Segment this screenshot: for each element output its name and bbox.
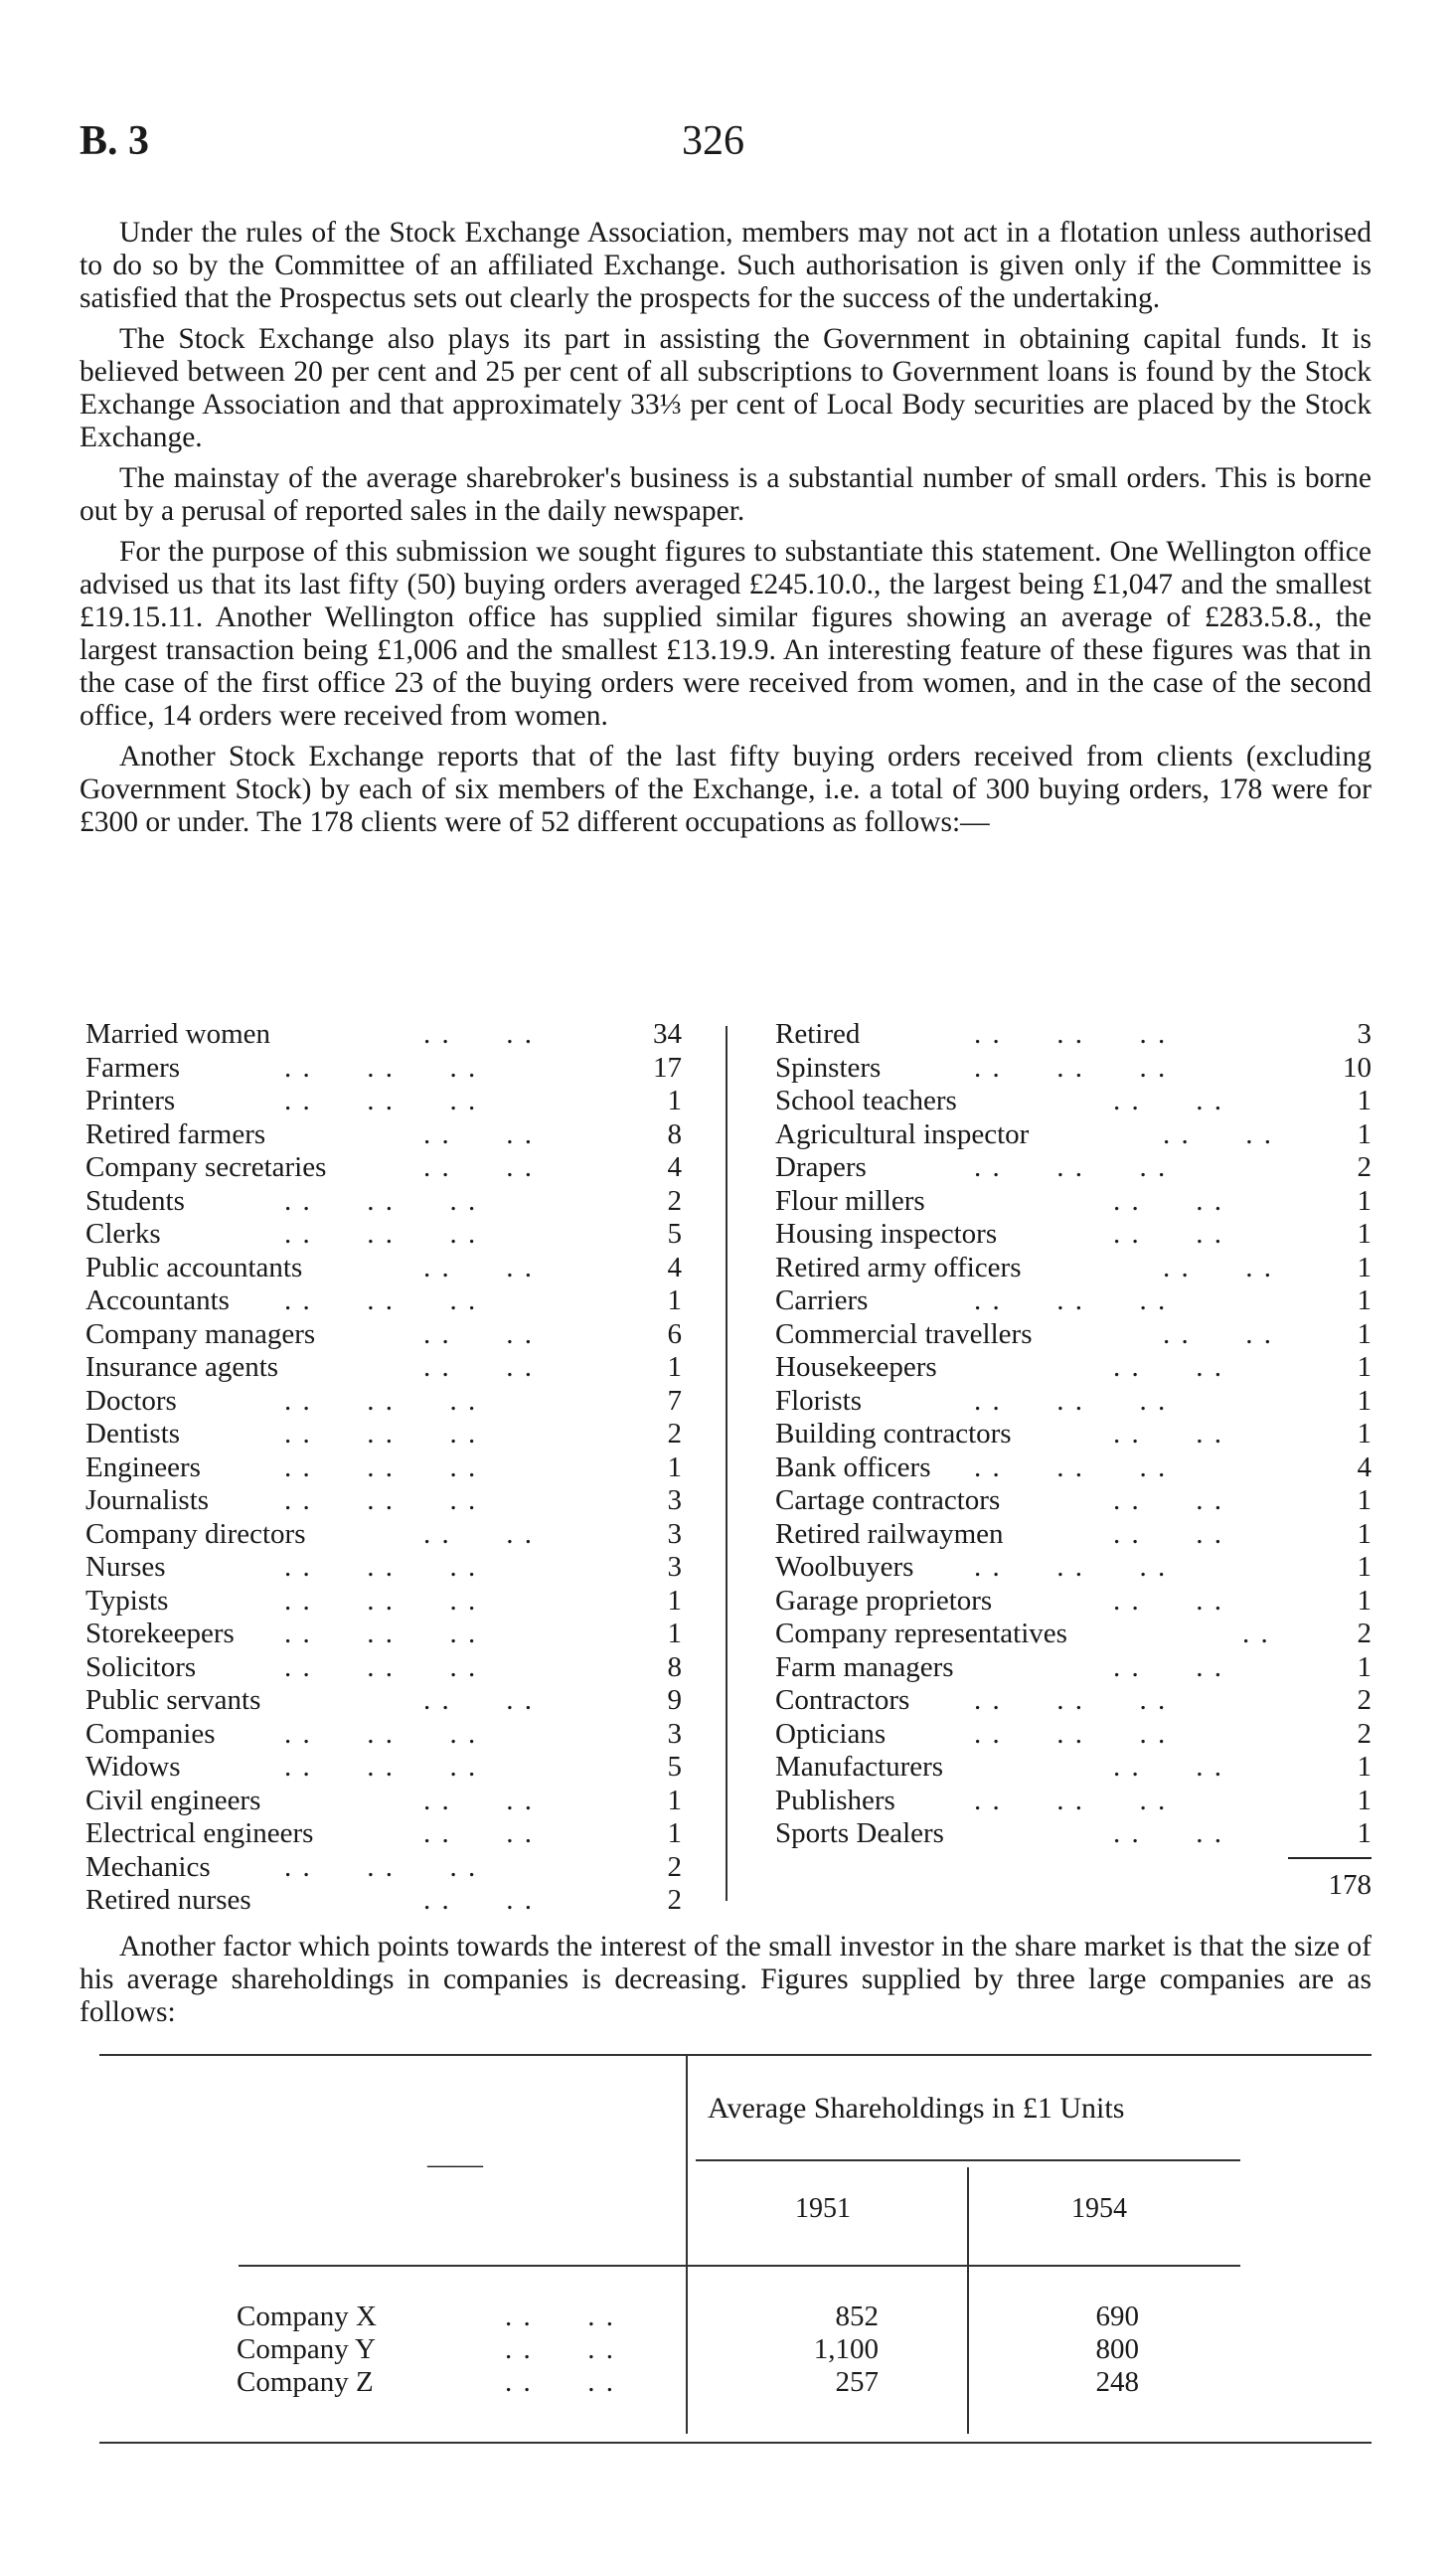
occupation-name: Mechanics [85, 1850, 211, 1883]
table-top-rule [99, 2054, 1372, 2056]
leader-dots: . . . . [1113, 1817, 1223, 1849]
occupation-name: Civil engineers [85, 1784, 261, 1816]
occupation-row [85, 1518, 682, 1552]
occupation-count: 1 [667, 1451, 682, 1483]
occupation-row [85, 1052, 682, 1086]
leader-dots: . . . . [423, 1817, 534, 1849]
occupation-count: 1 [667, 1284, 682, 1316]
occupation-row [775, 1751, 1372, 1785]
table-group-header: Average Shareholdings in £1 Units [708, 2092, 1125, 2125]
table-company-name: Company Z [237, 2366, 374, 2398]
occupation-row [775, 1785, 1372, 1818]
occupation-count: 7 [667, 1384, 682, 1417]
occupation-name: Farmers [85, 1051, 181, 1084]
occupation-row [85, 1218, 682, 1252]
occupations-total: 178 [1328, 1869, 1372, 1901]
occupation-name: Garage proprietors [775, 1584, 993, 1617]
occupations-right-column [775, 1018, 1372, 1851]
occupation-count: 5 [667, 1218, 682, 1250]
occupation-count: 1 [667, 1085, 682, 1116]
occupation-row [775, 1185, 1372, 1219]
occupation-count: 1 [1357, 1418, 1372, 1450]
leader-dots: . . . . [505, 2333, 615, 2365]
occupation-name: Woolbuyers [775, 1551, 914, 1583]
occupation-name: Engineers [85, 1451, 201, 1483]
occupation-row [85, 1551, 682, 1585]
occupation-count: 1 [667, 1784, 682, 1816]
occupation-count: 2 [667, 1884, 682, 1916]
leader-dots: . . . . . . [974, 1051, 1168, 1084]
leader-dots: . . . . [1163, 1251, 1273, 1283]
occupation-count: 1 [1357, 1650, 1372, 1683]
leader-dots: . . . . . . [284, 1384, 478, 1417]
occupation-row [775, 1684, 1372, 1718]
leader-dots: . . . . [1113, 1517, 1223, 1550]
occupation-count: 1 [1357, 1117, 1372, 1150]
occupation-row [85, 1118, 682, 1152]
occupation-row [85, 1718, 682, 1752]
leader-dots: . . . . . . [284, 1418, 478, 1450]
occupation-count: 1 [1357, 1784, 1372, 1816]
section-label: B. 3 [80, 118, 150, 164]
occupation-row [775, 1518, 1372, 1552]
paragraph-occupations-intro: Another Stock Exchange reports that of the last fifty buying orders received from clients (excluding Government Stock) by each of six members of the Exchange, i.e. a total of 300 buying orders, 178 were for £300 or under. The 178 clients were of 52 different occupations as follows:— [80, 741, 1372, 838]
paragraph-small-orders: The mainstay of the average sharebroker's business is a substantial number of small orders. This is borne out by a perusal of reported sales in the daily newspaper. [80, 462, 1372, 527]
occupation-count: 1 [1357, 1517, 1372, 1550]
occupation-name: Public accountants [85, 1251, 303, 1283]
occupation-count: 2 [1357, 1717, 1372, 1750]
occupation-count: 1 [1357, 1484, 1372, 1516]
occupation-name: School teachers [775, 1085, 957, 1116]
occupation-name: Solicitors [85, 1650, 197, 1683]
occupation-count: 3 [667, 1517, 682, 1550]
table-stub-divider [686, 2054, 688, 2434]
leader-dots: . . . . [423, 1018, 534, 1050]
occupation-row [775, 1351, 1372, 1385]
occupation-row [775, 1085, 1372, 1118]
occupation-name: Retired railwaymen [775, 1517, 1004, 1550]
page-number: 326 [682, 118, 744, 164]
occupation-name: Insurance agents [85, 1351, 279, 1383]
occupation-row [775, 1551, 1372, 1585]
occupation-name: Retired farmers [85, 1117, 266, 1150]
leader-dots: . . . . . . [284, 1484, 478, 1516]
leader-dots: . . . . [1113, 1184, 1223, 1217]
occupation-count: 1 [1357, 1817, 1372, 1849]
leader-dots: . . . . [423, 1251, 534, 1283]
occupation-name: Spinsters [775, 1051, 882, 1084]
occupation-row [85, 1351, 682, 1385]
occupation-name: Company secretaries [85, 1151, 327, 1183]
occupation-row [85, 1252, 682, 1285]
total-rule [1288, 1857, 1372, 1859]
occupation-name: Public servants [85, 1684, 261, 1716]
leader-dots: . . . . [1113, 1085, 1223, 1116]
occupation-name: Housing inspectors [775, 1218, 998, 1250]
leader-dots: . . . . . . [974, 1551, 1168, 1583]
occupation-name: Building contractors [775, 1418, 1012, 1450]
occupation-name: Storekeepers [85, 1618, 235, 1649]
occupation-name: Commercial travellers [775, 1317, 1033, 1350]
leader-dots: . . . . . . [284, 1184, 478, 1217]
table-value-1954: 690 [1095, 2301, 1139, 2332]
occupation-count: 17 [653, 1051, 682, 1084]
occupation-count: 1 [1357, 1751, 1372, 1783]
occupation-name: Bank officers [775, 1451, 931, 1483]
leader-dots: . . . . . . [284, 1284, 478, 1316]
leader-dots: . . . . . . [284, 1717, 478, 1750]
occupation-count: 34 [653, 1018, 682, 1050]
occupation-count: 1 [1357, 1218, 1372, 1250]
occupation-name: Journalists [85, 1484, 210, 1516]
occupation-count: 1 [1357, 1384, 1372, 1417]
occupation-row [775, 1118, 1372, 1152]
table-header-rule [239, 2265, 1240, 2267]
occupation-name: Housekeepers [775, 1351, 937, 1383]
occupation-count: 1 [1357, 1184, 1372, 1217]
leader-dots: . . . . [505, 2366, 615, 2398]
occupation-row [775, 1718, 1372, 1752]
leader-dots: . . . . . . [284, 1751, 478, 1783]
occupation-name: Retired nurses [85, 1884, 251, 1916]
occupation-row [775, 1585, 1372, 1619]
occupation-count: 3 [667, 1717, 682, 1750]
leader-dots: . . . . [423, 1517, 534, 1550]
table-value-1951: 257 [835, 2366, 879, 2398]
occupation-name: Farm managers [775, 1650, 954, 1683]
leader-dots: . . . . . . [284, 1650, 478, 1683]
occupation-name: Doctors [85, 1384, 177, 1417]
leader-dots: . . . . . . [284, 1618, 478, 1649]
occupation-row [85, 1418, 682, 1451]
occupation-name: Publishers [775, 1784, 895, 1816]
occupation-row [85, 1451, 682, 1485]
leader-dots: . . . . [423, 1317, 534, 1350]
occupation-name: Nurses [85, 1551, 166, 1583]
occupation-count: 1 [1357, 1584, 1372, 1617]
occupation-count: 10 [1343, 1051, 1372, 1084]
table-stub-header: —— [427, 2149, 483, 2180]
occupation-count: 2 [1357, 1684, 1372, 1716]
occupation-row [775, 1151, 1372, 1185]
occupation-row [85, 1018, 682, 1052]
paragraph-flotation: Under the rules of the Stock Exchange Association, members may not act in a flotation unless authorised to do so by the Committee of an affiliated Exchange. Such authorisation is given only if the Committee is satisfied that the Prospectus sets out clearly the prospects for the success of the undertaking. [80, 217, 1372, 314]
occupation-count: 8 [667, 1117, 682, 1150]
occupation-count: 1 [667, 1618, 682, 1649]
table-value-1954: 800 [1095, 2333, 1139, 2365]
leader-dots: . . . . . . [284, 1551, 478, 1583]
leader-dots: . . . . [1113, 1484, 1223, 1516]
leader-dots: . . . . [1163, 1317, 1273, 1350]
occupation-name: Opticians [775, 1717, 887, 1750]
leader-dots: . . . . . . [284, 1451, 478, 1483]
occupation-row [85, 1651, 682, 1685]
occupation-name: Florists [775, 1384, 863, 1417]
occupation-count: 3 [1357, 1018, 1372, 1050]
leader-dots: . . . . [1113, 1418, 1223, 1450]
occupation-name: Companies [85, 1717, 216, 1750]
leader-dots: . . . . [1113, 1650, 1223, 1683]
occupation-name: Cartage contractors [775, 1484, 1001, 1516]
occupation-row [775, 1052, 1372, 1086]
occupation-name: Printers [85, 1085, 176, 1116]
occupation-name: Contractors [775, 1684, 910, 1716]
occupation-name: Married women [85, 1018, 271, 1050]
occupation-name: Electrical engineers [85, 1817, 314, 1849]
leader-dots: . . . . [1163, 1117, 1273, 1150]
occupation-count: 1 [1357, 1351, 1372, 1383]
occupation-name: Typists [85, 1584, 169, 1617]
occupation-row [85, 1085, 682, 1118]
occupation-row [85, 1318, 682, 1352]
occupation-row [85, 1484, 682, 1518]
leader-dots: . . . . . . [974, 1284, 1168, 1316]
leader-dots: . . . . . . [284, 1051, 478, 1084]
paragraph-shareholdings: Another factor which points towards the interest of the small investor in the share market is that the size of his average shareholdings in companies is decreasing. Figures supplied by three large companies are as follows: [80, 1931, 1372, 2028]
leader-dots: . . . . [1113, 1751, 1223, 1783]
leader-dots: . . . . [1113, 1351, 1223, 1383]
occupation-name: Company managers [85, 1317, 316, 1350]
occupation-row [775, 1817, 1372, 1851]
occupation-row [775, 1451, 1372, 1485]
occupation-row [85, 1618, 682, 1651]
leader-dots: . . . . . . [974, 1384, 1168, 1417]
leader-dots: . . . . . . [284, 1218, 478, 1250]
occupation-name: Company representatives [775, 1618, 1067, 1649]
occupation-row [85, 1151, 682, 1185]
leader-dots: . . . . [423, 1351, 534, 1383]
occupation-row [85, 1585, 682, 1619]
table-company-name: Company Y [237, 2333, 376, 2365]
occupation-count: 6 [667, 1317, 682, 1350]
occupation-row [85, 1785, 682, 1818]
occupations-left-column [85, 1018, 682, 1918]
occupation-row [775, 1418, 1372, 1451]
table-value-1951: 852 [835, 2301, 879, 2332]
occupation-name: Carriers [775, 1284, 869, 1316]
occupation-row [775, 1651, 1372, 1685]
occupation-name: Dentists [85, 1418, 181, 1450]
leader-dots: . . . . . . [284, 1850, 478, 1883]
paragraph-government-funds: The Stock Exchange also plays its part in assisting the Government in obtaining capital funds. It is believed between 20 per cent and 25 per cent of all subscriptions to Government loans is found by the Stock Exchange Association and that approximately 33⅓ per cent of Local Body securities are placed by the Stock Exchange. [80, 323, 1372, 453]
occupation-name: Flour millers [775, 1184, 925, 1217]
leader-dots: . . . . . . [974, 1451, 1168, 1483]
occupation-row [85, 1185, 682, 1219]
occupation-row [775, 1018, 1372, 1052]
occupation-row [775, 1318, 1372, 1352]
occupation-row [85, 1884, 682, 1918]
table-group-rule [696, 2159, 1240, 2161]
leader-dots: . . . . . . [284, 1584, 478, 1617]
occupation-row [85, 1817, 682, 1851]
occupation-count: 1 [1357, 1284, 1372, 1316]
occupation-name: Clerks [85, 1218, 161, 1250]
table-value-1951: 1,100 [813, 2333, 879, 2365]
occupation-row [85, 1851, 682, 1885]
occupation-row [85, 1284, 682, 1318]
occupation-name: Students [85, 1184, 185, 1217]
table-header-1954: 1954 [1071, 2193, 1127, 2224]
occupation-name: Manufacturers [775, 1751, 944, 1783]
table-year-divider [967, 2167, 969, 2434]
occupation-count: 1 [1357, 1251, 1372, 1283]
occupation-name: Retired [775, 1018, 861, 1050]
occupation-row [775, 1385, 1372, 1419]
leader-dots: . . . . [1113, 1218, 1223, 1250]
occupation-row [85, 1684, 682, 1718]
occupation-row [775, 1218, 1372, 1252]
leader-dots: . . . . [423, 1884, 534, 1916]
leader-dots: . . . . . . [974, 1018, 1168, 1050]
leader-dots: . . . . [505, 2301, 615, 2332]
occupation-name: Sports Dealers [775, 1817, 944, 1849]
occupation-row [775, 1284, 1372, 1318]
occupation-count: 2 [1357, 1618, 1372, 1649]
leader-dots: . . . . [423, 1151, 534, 1183]
occupation-count: 3 [667, 1551, 682, 1583]
occupation-count: 8 [667, 1650, 682, 1683]
occupation-row [775, 1618, 1372, 1651]
occupation-count: 9 [667, 1684, 682, 1716]
leader-dots: . . . . . . [284, 1085, 478, 1116]
occupation-count: 1 [1357, 1085, 1372, 1116]
table-value-1954: 248 [1095, 2366, 1139, 2398]
leader-dots: . . [1242, 1618, 1270, 1649]
occupation-row [85, 1385, 682, 1419]
occupation-count: 2 [1357, 1151, 1372, 1183]
occupation-count: 2 [667, 1850, 682, 1883]
occupation-count: 1 [667, 1351, 682, 1383]
occupation-count: 4 [667, 1251, 682, 1283]
occupation-name: Widows [85, 1751, 181, 1783]
leader-dots: . . . . . . [974, 1717, 1168, 1750]
table-company-name: Company X [237, 2301, 377, 2332]
leader-dots: . . . . . . [974, 1684, 1168, 1716]
occupation-row [775, 1252, 1372, 1285]
table-header-1951: 1951 [795, 2193, 851, 2224]
leader-dots: . . . . [1113, 1584, 1223, 1617]
table-bottom-rule [99, 2442, 1372, 2444]
column-divider [726, 1026, 728, 1901]
occupation-row [775, 1484, 1372, 1518]
occupation-name: Accountants [85, 1284, 230, 1316]
leader-dots: . . . . [423, 1684, 534, 1716]
occupation-count: 1 [667, 1817, 682, 1849]
occupation-name: Company directors [85, 1517, 306, 1550]
body-text [80, 217, 1372, 847]
leader-dots: . . . . [423, 1117, 534, 1150]
occupation-count: 1 [667, 1584, 682, 1617]
occupation-count: 3 [667, 1484, 682, 1516]
leader-dots: . . . . . . [974, 1784, 1168, 1816]
paragraph-wellington-figures: For the purpose of this submission we sought figures to substantiate this statement. One Wellington office advised us that its last fifty (50) buying orders averaged £245.10.0., the largest being £1,047 and the smallest £19.15.11. Another Wellington office has supplied similar figures showing an average of £283.5.8., the largest transaction being £1,006 and the smallest £13.19.9. An interesting feature of these figures was that in the case of the first office 23 of the buying orders were received from women, and in the case of the second office, 14 orders were received from women. [80, 536, 1372, 732]
leader-dots: . . . . [423, 1784, 534, 1816]
occupation-count: 5 [667, 1751, 682, 1783]
occupation-name: Retired army officers [775, 1251, 1022, 1283]
occupation-count: 1 [1357, 1317, 1372, 1350]
occupation-count: 4 [667, 1151, 682, 1183]
occupation-count: 1 [1357, 1551, 1372, 1583]
occupation-row [85, 1751, 682, 1785]
occupation-name: Drapers [775, 1151, 867, 1183]
occupation-count: 4 [1357, 1451, 1372, 1483]
occupation-count: 2 [667, 1418, 682, 1450]
leader-dots: . . . . . . [974, 1151, 1168, 1183]
occupation-count: 2 [667, 1184, 682, 1217]
occupation-name: Agricultural inspector [775, 1117, 1030, 1150]
